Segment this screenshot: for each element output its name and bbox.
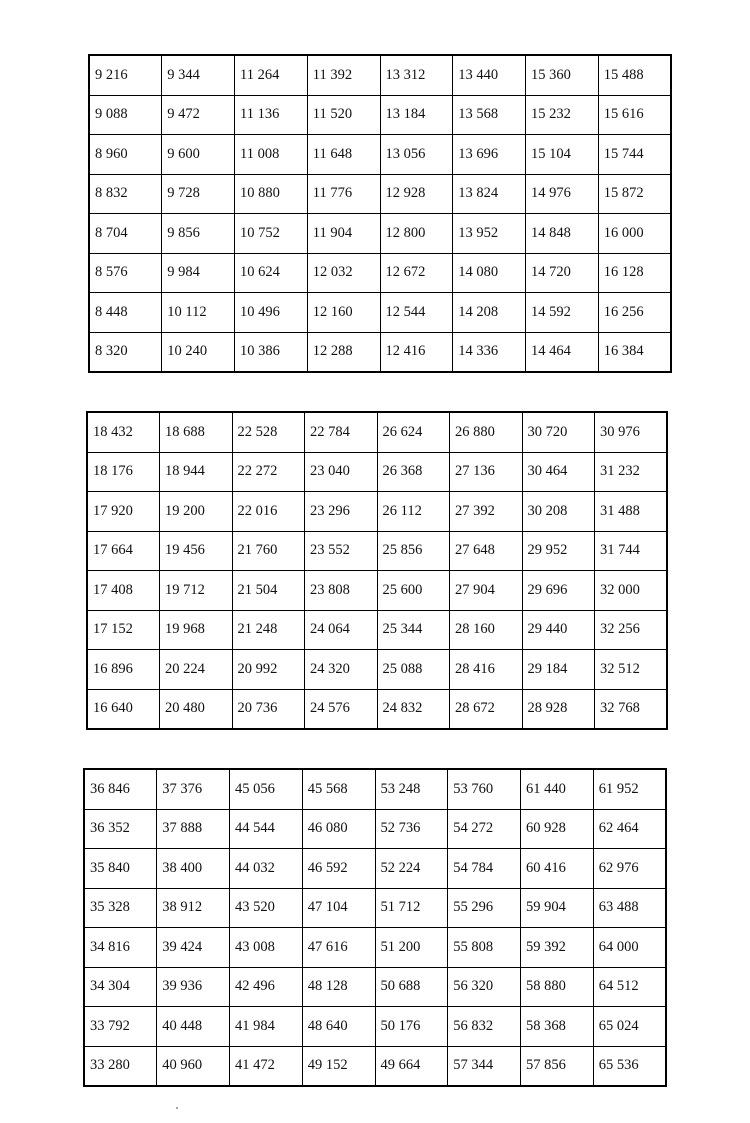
table-cell: 64 000 [593,928,666,968]
table-cell: 60 928 [521,809,594,849]
number-table-3 [83,768,667,1087]
table-row [84,928,666,968]
table-cell: 54 272 [448,809,521,849]
table-cell: 26 624 [377,412,450,452]
table-cell: 29 696 [522,571,595,611]
table-row [87,452,667,492]
table-cell: 20 992 [232,650,305,690]
table-cell: 25 600 [377,571,450,611]
table-row [87,412,667,452]
table-cell: 48 128 [302,967,375,1007]
table-cell: 18 176 [87,452,160,492]
table-cell: 23 552 [305,531,378,571]
table-row [87,610,667,650]
table-cell: 11 904 [307,214,380,254]
table-cell: 27 904 [450,571,523,611]
table-cell: 28 672 [450,689,523,729]
table-cell: 61 440 [521,769,594,809]
table-cell: 43 520 [230,888,303,928]
table-cell: 20 480 [160,689,233,729]
table-cell: 9 728 [162,174,235,214]
table-cell: 10 880 [235,174,308,214]
table-row [84,888,666,928]
table-row [84,967,666,1007]
table-cell: 50 176 [375,1007,448,1047]
table-cell: 23 808 [305,571,378,611]
table-cell: 10 112 [162,293,235,333]
table-cell: 44 032 [230,849,303,889]
table-cell: 34 304 [84,967,157,1007]
table-cell: 23 296 [305,492,378,532]
table-row [89,293,671,333]
table-cell: 15 744 [598,135,671,175]
table-cell: 37 888 [157,809,230,849]
table-cell: 27 648 [450,531,523,571]
table-row [89,55,671,95]
table-cell: 27 392 [450,492,523,532]
table-cell: 16 640 [87,689,160,729]
table-cell: 17 664 [87,531,160,571]
table-cell: 18 432 [87,412,160,452]
table-cell: 20 736 [232,689,305,729]
table-cell: 16 256 [598,293,671,333]
table-cell: 14 976 [526,174,599,214]
table-cell: 14 464 [526,332,599,372]
table-row [87,571,667,611]
table-cell: 26 368 [377,452,450,492]
table-cell: 41 472 [230,1046,303,1086]
table-cell: 24 064 [305,610,378,650]
table-cell: 15 360 [526,55,599,95]
table-cell: 36 846 [84,769,157,809]
table-cell: 45 056 [230,769,303,809]
table-cell: 14 080 [453,253,526,293]
table-cell: 13 824 [453,174,526,214]
table-cell: 13 568 [453,95,526,135]
table-cell: 14 208 [453,293,526,333]
table-cell: 47 616 [302,928,375,968]
table-cell: 11 648 [307,135,380,175]
table-cell: 24 320 [305,650,378,690]
table-cell: 12 672 [380,253,453,293]
table-cell: 13 952 [453,214,526,254]
table-cell: 58 368 [521,1007,594,1047]
table-cell: 23 040 [305,452,378,492]
table-cell: 34 816 [84,928,157,968]
table-cell: 38 912 [157,888,230,928]
table-cell: 12 800 [380,214,453,254]
table-cell: 15 488 [598,55,671,95]
table-cell: 26 880 [450,412,523,452]
table-cell: 46 080 [302,809,375,849]
table-cell: 47 104 [302,888,375,928]
table-cell: 54 784 [448,849,521,889]
table-cell: 12 928 [380,174,453,214]
table-cell: 13 312 [380,55,453,95]
table-cell: 16 896 [87,650,160,690]
table-cell: 9 984 [162,253,235,293]
table-cell: 49 664 [375,1046,448,1086]
table-cell: 31 232 [595,452,668,492]
table-cell: 16 384 [598,332,671,372]
table-cell: 11 264 [235,55,308,95]
table-cell: 19 712 [160,571,233,611]
table-cell: 22 784 [305,412,378,452]
table-cell: 48 640 [302,1007,375,1047]
table-row [89,214,671,254]
table-cell: 11 520 [307,95,380,135]
table-cell: 62 464 [593,809,666,849]
table-cell: 11 392 [307,55,380,95]
table-cell: 13 440 [453,55,526,95]
table-cell: 33 792 [84,1007,157,1047]
table-cell: 25 856 [377,531,450,571]
table-cell: 8 320 [89,332,162,372]
table-cell: 35 328 [84,888,157,928]
table-cell: 32 000 [595,571,668,611]
table-cell: 51 712 [375,888,448,928]
table-cell: 10 240 [162,332,235,372]
table-cell: 36 352 [84,809,157,849]
table-cell: 19 200 [160,492,233,532]
table-cell: 21 248 [232,610,305,650]
table-row [89,253,671,293]
table-cell: 32 256 [595,610,668,650]
table-cell: 32 512 [595,650,668,690]
table-cell: 27 136 [450,452,523,492]
table-cell: 18 688 [160,412,233,452]
table-cell: 28 416 [450,650,523,690]
table-cell: 28 928 [522,689,595,729]
table-cell: 24 832 [377,689,450,729]
table-cell: 25 344 [377,610,450,650]
table-cell: 35 840 [84,849,157,889]
table-cell: 11 136 [235,95,308,135]
table-cell: 13 696 [453,135,526,175]
table-row [84,849,666,889]
table-cell: 9 600 [162,135,235,175]
table-cell: 11 008 [235,135,308,175]
table-cell: 13 056 [380,135,453,175]
table-cell: 55 296 [448,888,521,928]
table-cell: 12 032 [307,253,380,293]
table-cell: 53 760 [448,769,521,809]
number-table-1 [88,54,672,373]
table-row [87,689,667,729]
table-cell: 55 808 [448,928,521,968]
table-cell: 19 456 [160,531,233,571]
table-row [89,332,671,372]
table-cell: 16 128 [598,253,671,293]
table-cell: 50 688 [375,967,448,1007]
table-cell: 45 568 [302,769,375,809]
table-cell: 32 768 [595,689,668,729]
table-cell: 40 448 [157,1007,230,1047]
table-cell: 30 464 [522,452,595,492]
table-cell: 56 832 [448,1007,521,1047]
table-cell: 8 576 [89,253,162,293]
table-cell: 11 776 [307,174,380,214]
table-row [84,1007,666,1047]
table-row [84,1046,666,1086]
table-cell: 10 752 [235,214,308,254]
table-row [89,174,671,214]
table-cell: 33 280 [84,1046,157,1086]
table-cell: 15 616 [598,95,671,135]
table-cell: 29 952 [522,531,595,571]
table-cell: 22 016 [232,492,305,532]
table-cell: 30 976 [595,412,668,452]
table-cell: 30 720 [522,412,595,452]
table-row [87,531,667,571]
table-cell: 15 232 [526,95,599,135]
table-cell: 39 424 [157,928,230,968]
table-cell: 41 984 [230,1007,303,1047]
table-cell: 12 416 [380,332,453,372]
table-cell: 28 160 [450,610,523,650]
table-cell: 9 856 [162,214,235,254]
table-cell: 64 512 [593,967,666,1007]
table-cell: 20 224 [160,650,233,690]
table-cell: 40 960 [157,1046,230,1086]
table-cell: 12 160 [307,293,380,333]
table-cell: 65 536 [593,1046,666,1086]
table-cell: 46 592 [302,849,375,889]
table-cell: 15 104 [526,135,599,175]
stray-mark [176,1107,178,1109]
table-cell: 57 856 [521,1046,594,1086]
table-cell: 29 184 [522,650,595,690]
table-cell: 17 408 [87,571,160,611]
table-cell: 8 448 [89,293,162,333]
table-cell: 9 344 [162,55,235,95]
table-cell: 39 936 [157,967,230,1007]
table-cell: 51 200 [375,928,448,968]
table-row [84,769,666,809]
table-cell: 59 392 [521,928,594,968]
table-cell: 49 152 [302,1046,375,1086]
table-cell: 14 848 [526,214,599,254]
table-row [87,650,667,690]
table-cell: 42 496 [230,967,303,1007]
table-cell: 25 088 [377,650,450,690]
table-cell: 12 288 [307,332,380,372]
table-cell: 57 344 [448,1046,521,1086]
table-row [89,135,671,175]
table-cell: 26 112 [377,492,450,532]
table-cell: 65 024 [593,1007,666,1047]
table-cell: 18 944 [160,452,233,492]
table-cell: 22 528 [232,412,305,452]
number-table-2 [86,411,668,730]
table-cell: 63 488 [593,888,666,928]
table-cell: 56 320 [448,967,521,1007]
table-cell: 8 960 [89,135,162,175]
table-cell: 14 592 [526,293,599,333]
table-cell: 52 736 [375,809,448,849]
table-cell: 31 488 [595,492,668,532]
table-cell: 15 872 [598,174,671,214]
table-cell: 8 832 [89,174,162,214]
table-cell: 21 504 [232,571,305,611]
table-cell: 9 216 [89,55,162,95]
table-cell: 30 208 [522,492,595,532]
table-cell: 13 184 [380,95,453,135]
table-cell: 17 152 [87,610,160,650]
table-cell: 17 920 [87,492,160,532]
table-cell: 53 248 [375,769,448,809]
table-cell: 59 904 [521,888,594,928]
table-row [84,809,666,849]
table-cell: 10 624 [235,253,308,293]
table-row [89,95,671,135]
table-cell: 38 400 [157,849,230,889]
table-cell: 16 000 [598,214,671,254]
table-row [87,492,667,532]
table-cell: 52 224 [375,849,448,889]
table-cell: 62 976 [593,849,666,889]
table-cell: 37 376 [157,769,230,809]
table-cell: 58 880 [521,967,594,1007]
table-cell: 21 760 [232,531,305,571]
table-cell: 14 336 [453,332,526,372]
table-cell: 19 968 [160,610,233,650]
table-cell: 44 544 [230,809,303,849]
table-cell: 8 704 [89,214,162,254]
table-cell: 29 440 [522,610,595,650]
table-cell: 14 720 [526,253,599,293]
table-cell: 61 952 [593,769,666,809]
table-cell: 31 744 [595,531,668,571]
table-cell: 10 496 [235,293,308,333]
table-cell: 43 008 [230,928,303,968]
table-cell: 10 386 [235,332,308,372]
table-cell: 12 544 [380,293,453,333]
table-cell: 9 088 [89,95,162,135]
table-cell: 9 472 [162,95,235,135]
table-cell: 24 576 [305,689,378,729]
table-cell: 22 272 [232,452,305,492]
table-cell: 60 416 [521,849,594,889]
